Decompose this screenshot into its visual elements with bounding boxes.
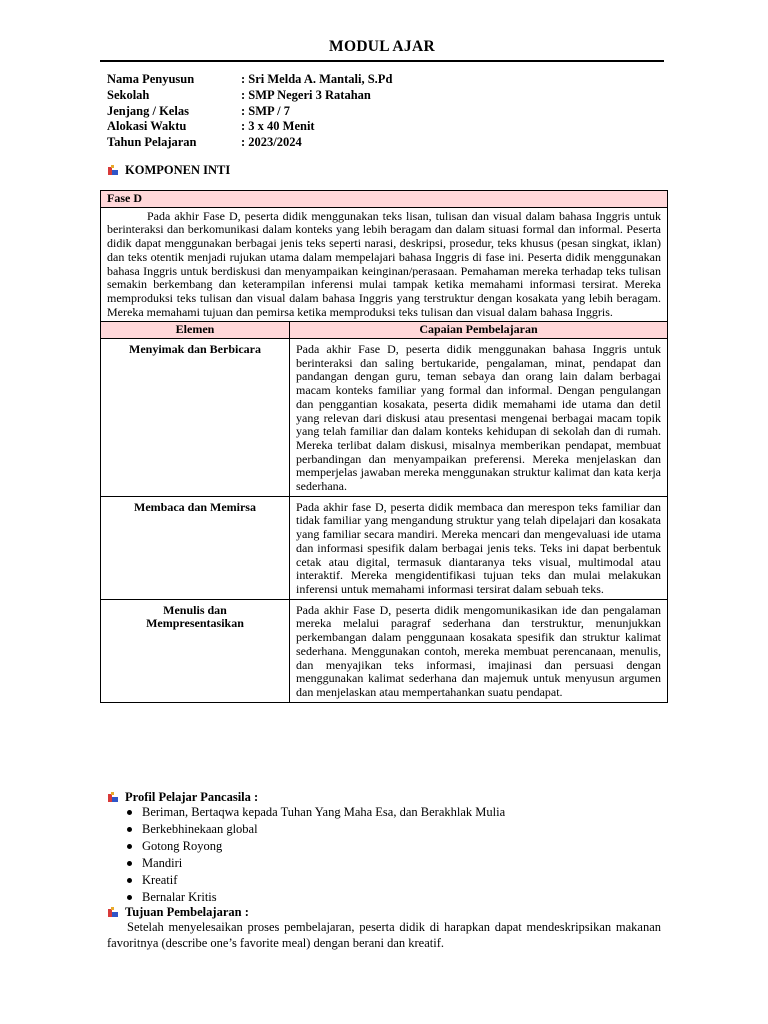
list-item: Berkebhinekaan global (127, 821, 505, 838)
section-heading-text: Profil Pelajar Pancasila : (125, 790, 259, 804)
tujuan-paragraph: Setelah menyelesaikan proses pembelajaran, peserta didik di harapkan dapat mendeskripsikan makanan favoritnya (describe one’s favorite meal) dengan berani dan kreatif. (107, 920, 661, 950)
info-value: : 2023/2024 (241, 135, 302, 150)
komponen-inti-table (100, 190, 668, 703)
profil-list (127, 804, 505, 906)
section-heading-text: KOMPONEN INTI (125, 163, 231, 177)
list-item: Gotong Royong (127, 838, 505, 855)
info-value: : SMP Negeri 3 Ratahan (241, 87, 371, 102)
section-bullet-icon (107, 165, 119, 177)
list-item: Kreatif (127, 872, 505, 889)
fase-header-row (101, 191, 668, 208)
table-header-row (101, 322, 668, 339)
bullet-dot-icon (127, 827, 132, 832)
list-item: Bernalar Kritis (127, 889, 505, 906)
info-label: Sekolah (107, 87, 150, 102)
capaian-cell: Pada akhir fase D, peserta didik membaca dan merespon teks familiar dan tidak familiar yang mengandung struktur yang telah dipelajari dan kosakata yang familiar secara mandiri. Mereka mencari dan mengevaluasi ide utama dan informasi spesifik dalam berbagai jenis teks. Teks ini dapat berbentuk cetak atau digital, termasuk diantaranya teks visual, multimodal atau interaktif. Mereka mengidentifikasi tujuan teks dan mulai melakukan inferensi untuk memahami informasi tersirat dalam sebuah teks. (290, 496, 668, 599)
info-label: Alokasi Waktu (107, 119, 187, 134)
elemen-cell: Menyimak dan Berbicara (101, 339, 290, 497)
info-value: : Sri Melda A. Mantali, S.Pd (241, 72, 393, 86)
fase-description-row (101, 207, 668, 322)
capaian-cell: Pada akhir Fase D, peserta didik menggunakan bahasa Inggris untuk berinteraksi dan saling bertukaride, pengalaman, minat, pendapat dan pandangan dengan guru, teman sebaya dan orang lain dalam berbagai macam konteks familiar yang formal dan informal. Dengan pengulangan dan penggantian kosakata, peserta didik memahami ide utama dan detil yang relevan dari diskusi atau presentasi mengenai berbagai macam topik yang telah familiar dan dalam konteks kehidupan di sekolah dan di rumah. Mereka terlibat dalam diskusi, misalnya memberikan pendapat, membuat perbandingan dan menyampaikan preferensi. Mereka menjelaskan dan memperjelas jawaban mereka menggunakan struktur kalimat dan kata kerja sederhana. (290, 339, 668, 497)
info-label: Tahun Pelajaran (107, 135, 197, 150)
section-bullet-icon (107, 792, 119, 804)
bullet-dot-icon (127, 861, 132, 866)
fase-description-cell (101, 207, 668, 322)
info-row-tahun-pelajaran (107, 135, 392, 151)
bullet-dot-icon (127, 895, 132, 900)
bullet-dot-icon (127, 844, 132, 849)
info-row-alokasi-waktu (107, 119, 392, 135)
info-label: Jenjang / Kelas (107, 103, 189, 118)
identity-block (107, 72, 392, 151)
tujuan-heading (107, 905, 249, 920)
list-item: Mandiri (127, 855, 505, 872)
column-header-elemen: Elemen (101, 322, 290, 339)
fase-description: Pada akhir Fase D, peserta didik menggunakan teks lisan, tulisan dan visual dalam bahasa Inggris untuk berinteraksi dan berkomunikasi dalam konteks yang lebih beragam dan dalam situasi formal dan informal. Peserta didik dapat menggunakan berbagai jenis teks seperti narasi, deskripsi, prosedur, teks khusus (pesan singkat, iklan) dan teks otentik menjadi rujukan utama dalam mempelajari bahasa Inggris di fase ini. Peserta didik menggunakan bahasa Inggris untuk berdiskusi dan menyampaikan keinginan/perasaan. Pemahaman mereka terhadap teks tulisan semakin berkembang dan keterampilan inferensi mulai tampak ketika memahami informasi tersirat. Mereka memproduksi teks tulisan dan visual dalam bahasa Inggris yang terstruktur dengan kosakata yang lebih beragam. Mereka memahami tujuan dan pemirsa ketika memproduksi teks tulisan dan visual dalam bahasa Inggris. (107, 208, 661, 319)
info-row-sekolah (107, 88, 392, 104)
bullet-dot-icon (127, 810, 132, 815)
list-item: Beriman, Bertaqwa kepada Tuhan Yang Maha Esa, dan Berakhlak Mulia (127, 804, 505, 821)
komponen-inti-heading (107, 163, 230, 178)
section-bullet-icon (107, 907, 119, 919)
fase-title: Fase D (101, 191, 668, 208)
info-value: : SMP / 7 (241, 103, 290, 118)
info-row-jenjang-kelas (107, 104, 392, 120)
capaian-cell: Pada akhir Fase D, peserta didik mengomunikasikan ide dan pengalaman mereka melalui paragraf sederhana dan terstruktur, menunjukkan perkembangan dalam penggunaan kosakata spesifik dan struktur kalimat sederhana. Menggunakan contoh, mereka membuat perencanaan, menulis, dan menyajikan teks informasi, imajinasi dan persuasi dengan menggunakan kalimat sederhana dan majemuk untuk menyusun argumen dan menjelaskan atau mempertahankan suatu pendapat. (290, 599, 668, 702)
title-divider (100, 60, 664, 62)
section-heading-text: Tujuan Pembelajaran : (125, 905, 249, 919)
profil-heading (107, 790, 258, 805)
info-value: : 3 x 40 Menit (241, 119, 315, 134)
table-row (101, 599, 668, 702)
info-row-nama-penyusun (107, 72, 392, 88)
table-row (101, 339, 668, 497)
elemen-cell: Membaca dan Memirsa (101, 496, 290, 599)
column-header-capaian: Capaian Pembelajaran (290, 322, 668, 339)
table-row (101, 496, 668, 599)
bullet-dot-icon (127, 878, 132, 883)
elemen-cell: Menulis dan Mempresentasikan (101, 599, 290, 702)
document-title: MODUL AJAR (329, 38, 435, 55)
info-label: Nama Penyusun (107, 72, 195, 86)
